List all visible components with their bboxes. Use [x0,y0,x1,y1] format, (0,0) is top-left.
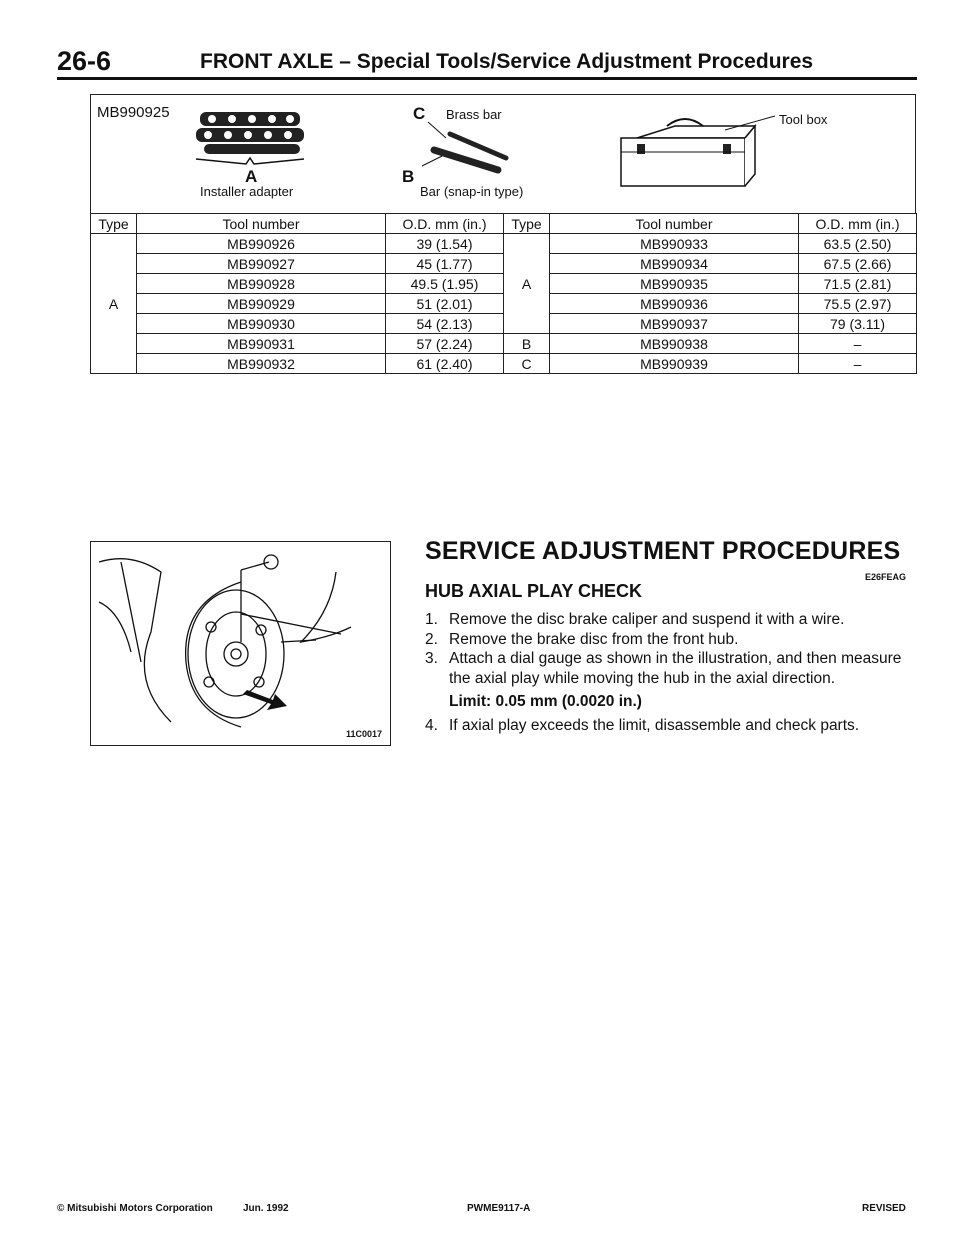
tool-number-cell: MB990939 [550,354,799,374]
step-text: Attach a dial gauge as shown in the illustration, and then measure the axial play while moving the hub in the axial direction. [449,650,902,687]
section-title: SERVICE ADJUSTMENT PROCEDURES [425,537,901,565]
table-row [91,354,917,374]
list-item [425,716,917,736]
od-cell: 79 (3.11) [799,314,917,334]
table-row [91,334,917,354]
step-number: 4. [425,716,438,734]
tool-number-cell: MB990933 [550,234,799,254]
step-text: Remove the brake disc from the front hub. [449,630,739,648]
installer-name: Installer adapter [200,184,294,199]
bar-letter: B [402,167,415,186]
procedure-steps [425,610,917,735]
type-cell: A [504,234,550,334]
step-number: 3. [425,650,438,667]
brass-bar-letter: C [413,104,426,123]
step-number: 2. [425,630,438,648]
special-tools-table [90,213,917,374]
subsection-title: HUB AXIAL PLAY CHECK [425,581,643,601]
od-cell: 51 (2.01) [386,294,504,314]
table-header: Type [91,214,137,234]
table-header: Tool number [137,214,386,234]
list-item [425,610,917,630]
tool-number-cell: MB990929 [137,294,386,314]
od-cell: 45 (1.77) [386,254,504,274]
od-cell: 61 (2.40) [386,354,504,374]
illustration-code: 11C0017 [345,729,382,739]
tool-number-cell: MB990935 [550,274,799,294]
footer-status: REVISED [862,1203,906,1214]
page-title: FRONT AXLE – Special Tools/Service Adjustment Procedures [200,50,814,73]
list-item [425,630,917,650]
footer-doc-code: PWME9117-A [467,1203,531,1214]
tool-number-cell: MB990928 [137,274,386,294]
od-cell: – [799,334,917,354]
tool-number-cell: MB990938 [550,334,799,354]
tool-number-cell: MB990937 [550,314,799,334]
installer-code: MB990925 [97,104,170,121]
brass-bar-name: Brass bar [446,107,502,122]
installer-letter: A [245,167,258,186]
od-cell: 39 (1.54) [386,234,504,254]
od-cell: 54 (2.13) [386,314,504,334]
od-cell: 75.5 (2.97) [799,294,917,314]
page-number: 26-6 [57,46,112,76]
od-cell: 57 (2.24) [386,334,504,354]
od-cell: 49.5 (1.95) [386,274,504,294]
installer-adapter-illustration [190,104,320,166]
footer-copyright: © Mitsubishi Motors Corporation [57,1203,213,1214]
od-cell: – [799,354,917,374]
od-cell: 67.5 (2.66) [799,254,917,274]
tool-box-name: Tool box [779,112,828,127]
table-header: O.D. mm (in.) [799,214,917,234]
header-rule [57,77,917,80]
tool-number-cell: MB990931 [137,334,386,354]
footer-date: Jun. 1992 [243,1203,289,1214]
tool-number-cell: MB990930 [137,314,386,334]
step-number: 1. [425,611,438,628]
tool-number-cell: MB990926 [137,234,386,254]
tool-box-illustration [615,108,795,193]
tool-number-cell: MB990927 [137,254,386,274]
bar-illustration [410,118,520,178]
table-row [91,234,917,254]
type-cell: A [91,234,137,374]
table-header: Type [504,214,550,234]
bar-name: Bar (snap-in type) [420,184,524,199]
section-code: E26FEAG [865,572,907,582]
table-header-row [91,214,917,234]
list-item [425,649,917,688]
hub-drawing [91,542,389,744]
tool-number-cell: MB990934 [550,254,799,274]
od-cell: 63.5 (2.50) [799,234,917,254]
step-text: If axial play exceeds the limit, disassemble and check parts. [449,716,860,734]
table-header: Tool number [550,214,799,234]
tool-number-cell: MB990936 [550,294,799,314]
step-text: Remove the disc brake caliper and suspend it with a wire. [449,611,845,628]
hub-dial-gauge-illustration [90,541,391,746]
limit-value: Limit: 0.05 mm (0.0020 in.) [449,693,642,710]
type-cell: C [504,354,550,374]
od-cell: 71.5 (2.81) [799,274,917,294]
table-header: O.D. mm (in.) [386,214,504,234]
tool-number-cell: MB990932 [137,354,386,374]
type-cell: B [504,334,550,354]
